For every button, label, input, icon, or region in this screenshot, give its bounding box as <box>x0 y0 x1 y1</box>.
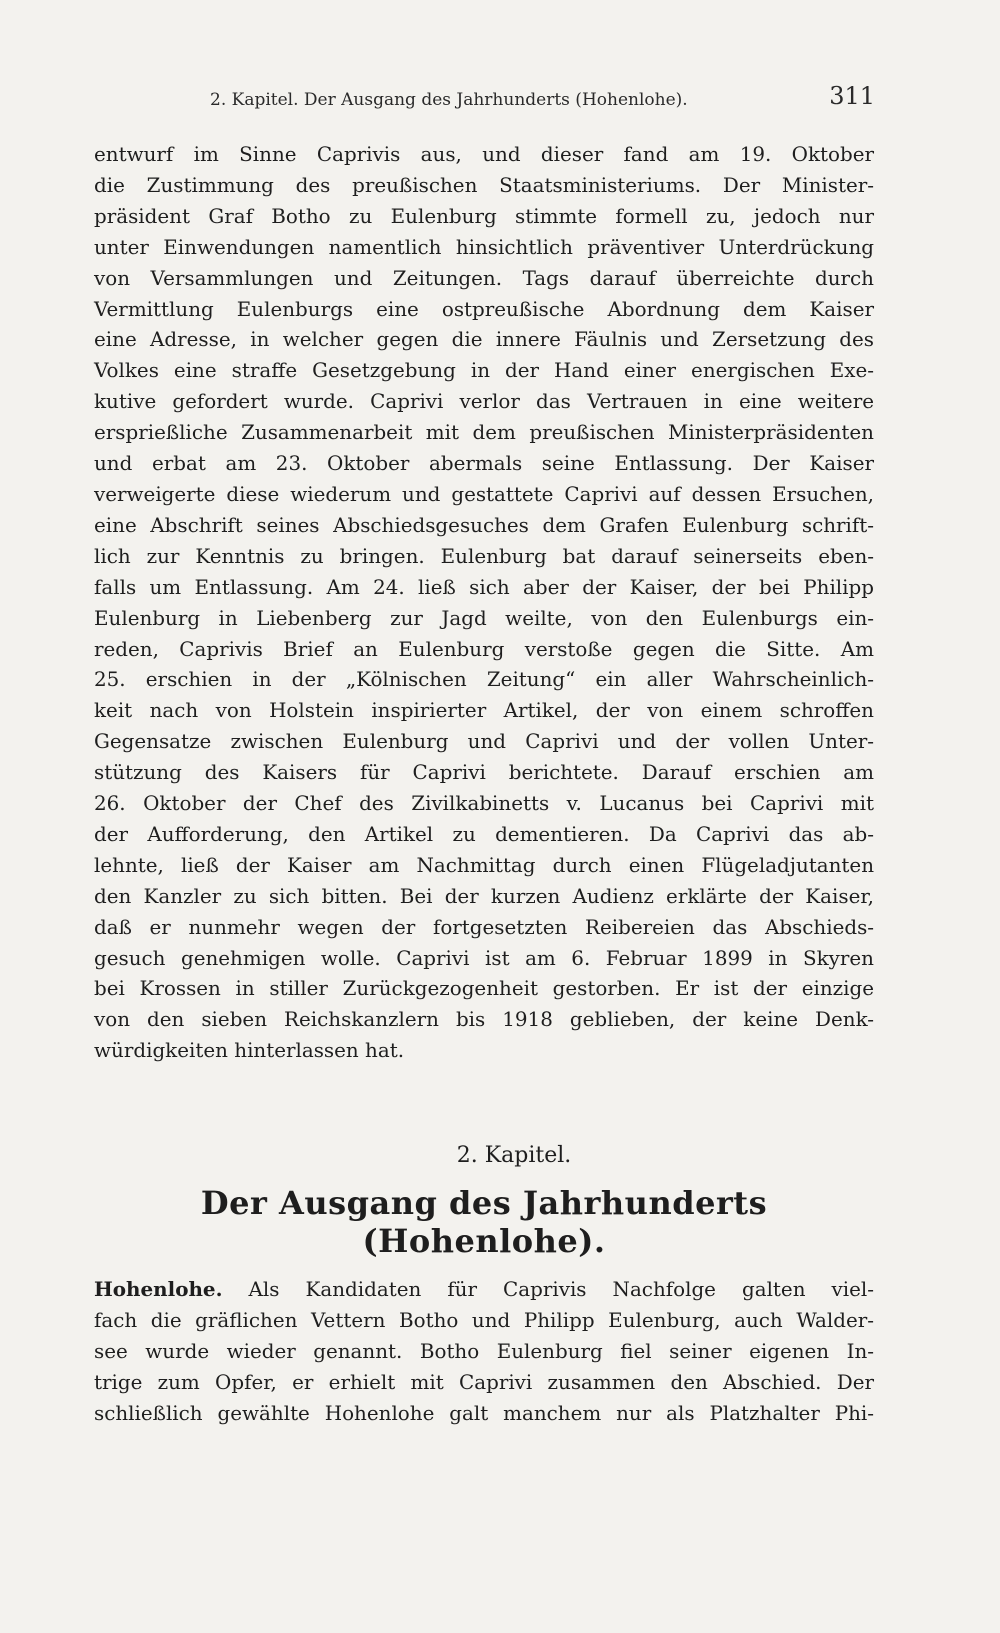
text-line: kutive gefordert wurde. Caprivi verlor das Vertrauen in eine weitere <box>94 390 874 414</box>
text-line: würdigkeiten hinterlassen hat. <box>94 1039 405 1063</box>
text-line: lich zur Kenntnis zu bringen. Eulenburg bat darauf seinerseits eben- <box>94 544 874 568</box>
text-line: von Versammlungen und Zeitungen. Tags darauf überreichte durch <box>94 266 874 290</box>
text-line: trige zum Opfer, er erhielt mit Caprivi zusammen den Abschied. Der <box>94 1370 874 1394</box>
text-line: die Zustimmung des preußischen Staatsministeriums. Der Minister- <box>94 173 874 197</box>
runin-heading: Hohenlohe. <box>94 1277 223 1302</box>
text-line: daß er nunmehr wegen der fortgesetzten Reibereien das Abschieds- <box>94 915 874 939</box>
text-line: ersprießliche Zusammenarbeit mit dem preußischen Ministerpräsidenten <box>94 421 874 445</box>
text-line: schließlich gewählte Hohenlohe galt manchem nur als Platzhalter Phi- <box>94 1401 874 1425</box>
text-line: den Kanzler zu sich bitten. Bei der kurzen Audienz erklärte der Kaiser, <box>94 884 874 908</box>
text-line: entwurf im Sinne Caprivis aus, und dieser fand am 19. Oktober <box>94 143 874 166</box>
text-line: 26. Oktober der Chef des Zivilkabinetts v. Lucanus bei Caprivi mit <box>94 792 874 816</box>
text-line: von den sieben Reichskanzlern bis 1918 geblieben, der keine Denk- <box>94 1008 874 1032</box>
text-line: präsident Graf Botho zu Eulenburg stimmte formell zu, jedoch nur <box>94 204 874 228</box>
text-line <box>94 1274 874 1306</box>
text-line: falls um Entlassung. Am 24. ließ sich aber der Kaiser, der bei Philipp <box>94 575 874 599</box>
text-line: fach die gräflichen Vettern Botho und Philipp Eulenburg, auch Walder- <box>94 1309 874 1333</box>
text-line: Gegensatze zwischen Eulenburg und Caprivi und der vollen Unter- <box>94 730 874 754</box>
text-line: Volkes eine straffe Gesetzgebung in der Hand einer energischen Exe- <box>94 359 874 383</box>
section-paragraph <box>94 1274 874 1430</box>
text-line: 25. erschien in der „Kölnischen Zeitung“ ein aller Wahrscheinlich- <box>94 668 874 692</box>
text-line: Eulenburg in Liebenberg zur Jagd weilte, von den Eulenburgs ein- <box>94 606 874 630</box>
chapter-label: 2. Kapitel. <box>456 1143 572 1169</box>
running-title: 2. Kapitel. Der Ausgang des Jahrhunderts (Hohenlohe). <box>210 90 688 110</box>
text-line: verweigerte diese wiederum und gestattete Caprivi auf dessen Ersuchen, <box>94 482 874 506</box>
book-page <box>94 82 874 1430</box>
text-line: der Aufforderung, den Artikel zu dementieren. Da Caprivi das ab- <box>94 822 874 846</box>
text-line: reden, Caprivis Brief an Eulenburg verstoße gegen die Sitte. Am <box>94 637 874 661</box>
text-line: lehnte, ließ der Kaiser am Nachmittag durch einen Flügeladjutanten <box>94 853 874 877</box>
text-line: keit nach von Holstein inspirierter Artikel, der von einem schroffen <box>94 699 874 723</box>
first-line-text: Als Kandidaten für Caprivis Nachfolge galten viel- <box>248 1278 874 1302</box>
running-head <box>94 82 874 122</box>
text-line: gesuch genehmigen wolle. Caprivi ist am 6. Februar 1899 in Skyren <box>94 946 874 970</box>
text-line: Vermittlung Eulenburgs eine ostpreußische Abordnung dem Kaiser <box>94 297 874 321</box>
text-line: bei Krossen in stiller Zurückgezogenheit gestorben. Er ist der einzige <box>94 977 874 1001</box>
text-line: eine Adresse, in welcher gegen die innere Fäulnis und Zersetzung des <box>94 328 874 352</box>
page-number: 311 <box>829 82 875 110</box>
text-line: unter Einwendungen namentlich hinsichtlich präventiver Unterdrückung <box>94 235 874 259</box>
text-line: eine Abschrift seines Abschiedsgesuches dem Grafen Eulenburg schrift- <box>94 513 874 537</box>
text-line: stützung des Kaisers für Caprivi berichtete. Darauf erschien am <box>94 761 874 785</box>
text-line: und erbat am 23. Oktober abermals seine Entlassung. Der Kaiser <box>94 452 874 476</box>
chapter-title: Der Ausgang des Jahrhunderts (Hohenlohe). <box>200 1184 768 1261</box>
text-line: see wurde wieder genannt. Botho Eulenburg fiel seiner eigenen In- <box>94 1340 874 1363</box>
body-paragraph <box>94 140 874 1067</box>
